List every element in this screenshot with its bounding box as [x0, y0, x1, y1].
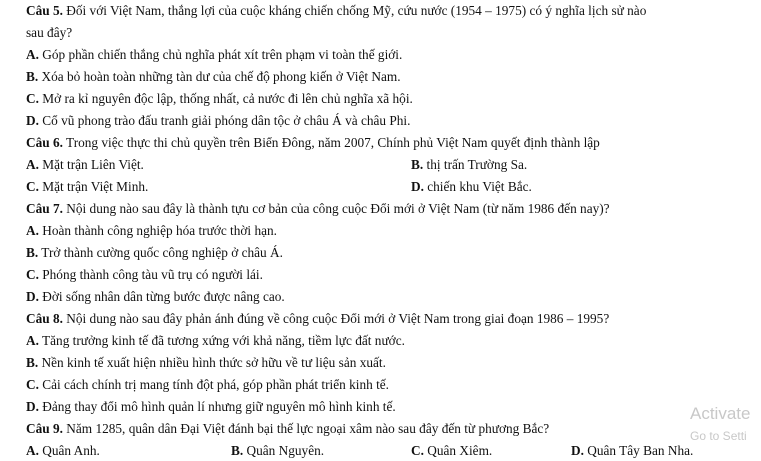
question-5-option-d: [26, 112, 410, 130]
option-text: Xóa bỏ hoàn toàn những tàn dư của chế độ phong kiến ở Việt Nam.: [38, 69, 401, 84]
question-7-option-b: [26, 244, 283, 262]
question-7-label: Câu 7.: [26, 201, 63, 216]
question-9-label: Câu 9.: [26, 421, 63, 436]
option-text: Quân Nguyên.: [243, 443, 325, 458]
question-5-option-a: [26, 46, 402, 64]
option-text: Hoàn thành công nghiệp hóa trước thời hạn.: [38, 223, 277, 238]
question-9-option-b: [231, 442, 324, 460]
question-6-option-b: [411, 156, 527, 174]
option-text: Mặt trận Việt Minh.: [38, 179, 149, 194]
option-letter: A.: [26, 223, 39, 238]
option-letter: D.: [26, 113, 39, 128]
option-letter: A.: [26, 443, 39, 458]
option-letter: D.: [26, 399, 39, 414]
option-letter: D.: [26, 289, 39, 304]
option-letter: B.: [26, 69, 39, 84]
option-text: Đảng thay đổi mô hình quản lí nhưng giữ nguyên mô hình kinh tế.: [38, 399, 396, 414]
activation-watermark-title: Activate: [690, 404, 751, 423]
option-text: Cổ vũ phong trào đấu tranh giải phóng dân tộc ở châu Á và châu Phi.: [38, 113, 411, 128]
option-text: Phóng thành công tàu vũ trụ có người lái.: [38, 267, 263, 282]
option-text: chiến khu Việt Bắc.: [423, 179, 532, 194]
option-letter: B.: [231, 443, 244, 458]
option-letter: B.: [26, 355, 39, 370]
question-6-option-c: [26, 178, 148, 196]
option-letter: D.: [411, 179, 424, 194]
option-letter: C.: [26, 91, 39, 106]
question-9-option-a: [26, 442, 100, 460]
question-9-option-d: [571, 442, 693, 460]
question-8: [26, 310, 609, 328]
option-text: Tăng trưởng kinh tế đã tương xứng với khả năng, tiềm lực đất nước.: [38, 333, 405, 348]
question-7-option-a: [26, 222, 277, 240]
option-text: Đời sống nhân dân từng bước được nâng cao.: [38, 289, 285, 304]
question-6-text: Trong việc thực thi chủ quyền trên Biển Đông, năm 2007, Chính phủ Việt Nam quyết định thành lập: [62, 135, 600, 150]
option-letter: B.: [411, 157, 424, 172]
question-7-text: Nội dung nào sau đây là thành tựu cơ bản của công cuộc Đổi mới ở Việt Nam (từ năm 1986 đến nay)?: [62, 201, 610, 216]
question-6-label: Câu 6.: [26, 135, 63, 150]
question-8-label: Câu 8.: [26, 311, 63, 326]
option-letter: A.: [26, 157, 39, 172]
question-8-option-b: [26, 354, 386, 372]
question-5-text: Đối với Việt Nam, thắng lợi của cuộc kháng chiến chống Mỹ, cứu nước (1954 – 1975) có ý nghĩa lịch sử nào: [62, 3, 647, 18]
option-text: Quân Anh.: [38, 443, 100, 458]
activation-watermark-link[interactable]: Go to Setti: [690, 429, 747, 443]
option-letter: A.: [26, 47, 39, 62]
question-7: [26, 200, 610, 218]
option-text: Mặt trận Liên Việt.: [38, 157, 144, 172]
question-9-text: Năm 1285, quân dân Đại Việt đánh bại thế lực ngoại xâm nào sau đây đến từ phương Bắc?: [62, 421, 550, 436]
option-text: Quân Tây Ban Nha.: [583, 443, 694, 458]
question-7-option-d: [26, 288, 285, 306]
question-5-line2: [26, 24, 72, 42]
option-text: Mở ra kỉ nguyên độc lập, thống nhất, cả nước đi lên chủ nghĩa xã hội.: [38, 91, 413, 106]
option-text: thị trấn Trường Sa.: [423, 157, 528, 172]
option-letter: D.: [571, 443, 584, 458]
option-letter: C.: [26, 267, 39, 282]
option-text: Trở thành cường quốc công nghiệp ở châu Á.: [38, 245, 283, 260]
question-8-option-d: [26, 398, 396, 416]
question-6: [26, 134, 600, 152]
question-6-option-a: [26, 156, 144, 174]
question-5-option-b: [26, 68, 401, 86]
option-text: Cải cách chính trị mang tính đột phá, góp phần phát triển kinh tế.: [38, 377, 390, 392]
question-8-option-a: [26, 332, 405, 350]
option-letter: C.: [26, 179, 39, 194]
question-8-option-c: [26, 376, 389, 394]
question-7-option-c: [26, 266, 263, 284]
question-6-option-d: [411, 178, 532, 196]
question-5-option-c: [26, 90, 413, 108]
question-9-option-c: [411, 442, 492, 460]
question-5-line1: [26, 2, 646, 20]
option-text: Quân Xiêm.: [423, 443, 493, 458]
question-5-text-cont: sau đây?: [26, 25, 73, 40]
question-9: [26, 420, 549, 438]
option-text: Góp phần chiến thắng chủ nghĩa phát xít trên phạm vi toàn thế giới.: [38, 47, 403, 62]
option-letter: C.: [26, 377, 39, 392]
option-letter: B.: [26, 245, 39, 260]
option-text: Nền kinh tế xuất hiện nhiều hình thức sở hữu về tư liệu sản xuất.: [38, 355, 386, 370]
option-letter: A.: [26, 333, 39, 348]
option-letter: C.: [411, 443, 424, 458]
question-5-label: Câu 5.: [26, 3, 63, 18]
question-8-text: Nội dung nào sau đây phản ánh đúng về công cuộc Đổi mới ở Việt Nam trong giai đoạn 1986 – 1995?: [62, 311, 610, 326]
